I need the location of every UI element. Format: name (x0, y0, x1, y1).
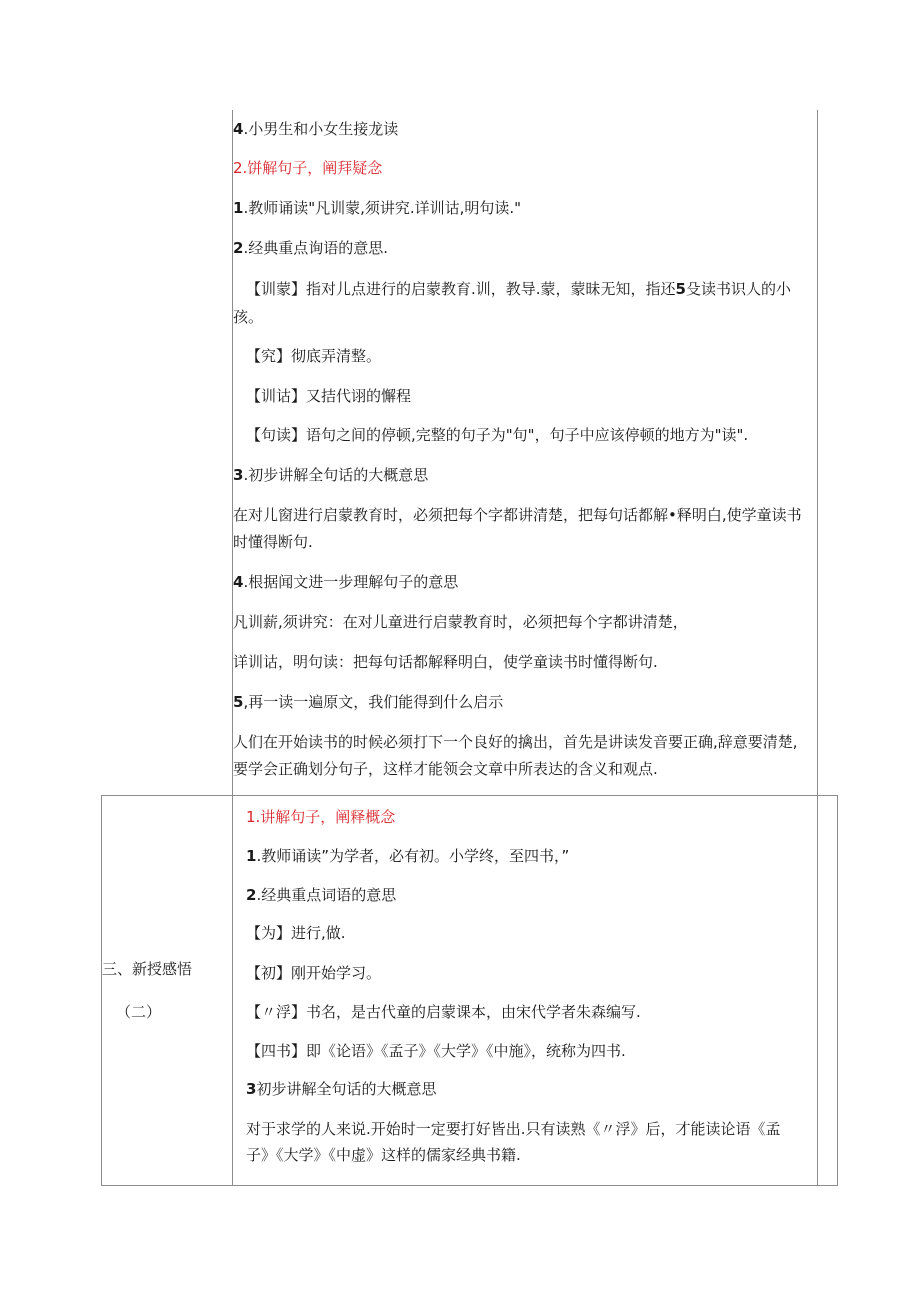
term-judou: 【句读】语句之间的停顿,完整的句子为"句"，句子中应该停顿的地方为"读". (246, 426, 749, 444)
line-key-words: 2.经典重点询语的意思. (233, 239, 388, 257)
paragraph-study: 对于求学的人来说.开始时一定要打好皆出.只有读熟《〃浮》后，才能读论语《孟 (246, 1120, 781, 1138)
line-rough-meaning: 3.初步讲解全句话的大概意思 (233, 466, 429, 484)
section-label: 三、新授感悟 (102, 960, 193, 978)
table-border-bottom (101, 1185, 838, 1186)
line-further-understand: 4.根据闻文进一步理解句子的意思 (233, 573, 459, 591)
term-wei: 【为】进行,做. (246, 924, 346, 942)
column-divider (232, 110, 233, 1186)
term-xungu: 【训诂】又拮代诩的懈程 (246, 387, 412, 405)
paragraph-insight: 人们在开始读书的时候必须打下一个良好的擒出，首先是讲读发音要正确,辞意要清楚, (233, 733, 798, 751)
subheading-explain-sentences: 2.饼解句子，阐拜疑念 (233, 159, 383, 177)
term-xunmeng: 【训蒙】指对儿点进行的启蒙教育.训，教导.蒙，蒙昧无知，指还5殳读书识人的小 (246, 280, 791, 298)
table-border-right-outer (837, 795, 838, 1186)
subheading-explain-concepts: 1.讲解句子，阐释概念 (246, 808, 396, 826)
term-jiu: 【究】彻底弄清整。 (246, 347, 382, 365)
row-divider (101, 795, 838, 796)
line-chain-reading: 4.小男生和小女生接龙读 (233, 120, 399, 138)
line-teacher-recite-2: 1.教师诵读”为学者，必有初。小学终，至四书，” (246, 847, 570, 865)
paragraph-enlightenment-cont: 时懂得断句. (233, 533, 313, 551)
table-border-left (101, 795, 102, 1186)
term-xiaoxue: 【〃浮】书名，是古代童的启蒙课本，由宋代学者朱森编写. (246, 1003, 641, 1021)
paragraph-study-cont: 子》《大学》《中虚》这样的儒家经典书籍. (246, 1146, 521, 1164)
line-teacher-recite: 1.教师诵读"凡训蒙,须讲究.详训诂,明句读." (233, 199, 522, 217)
term-chu: 【初】刚开始学习。 (246, 964, 382, 982)
line-read-again: 5,再一读一遍原文，我们能得到什么启示 (233, 693, 504, 711)
paragraph-fanxunmeng: 凡训薪,须讲究：在对儿童进行启蒙教育时，必须把每个字都讲清楚， (233, 613, 688, 631)
table-border-right-upper (817, 110, 818, 1186)
term-sishu: 【四书】即《论语》《孟子》《大学》《中施》，统称为四书. (246, 1042, 626, 1060)
line-key-words-2: 2.经典重点词语的意思 (246, 886, 397, 904)
paragraph-xiangxungu: 详训诂，明句读：把每句话都解释明白，使学童读书时懂得断句. (233, 653, 658, 671)
paragraph-enlightenment: 在对儿窗进行启蒙教育时，必须把每个字都讲清楚，把每句话都解•释明白,使学童读书 (233, 506, 802, 524)
section-sublabel: （二） (116, 1003, 162, 1021)
term-xunmeng-cont: 孩。 (233, 308, 264, 326)
paragraph-insight-cont: 要学会正确划分句子，这样才能领会文章中所表达的含义和观点. (233, 760, 658, 778)
line-rough-meaning-2: 3初步讲解全句话的大概意思 (246, 1080, 437, 1098)
